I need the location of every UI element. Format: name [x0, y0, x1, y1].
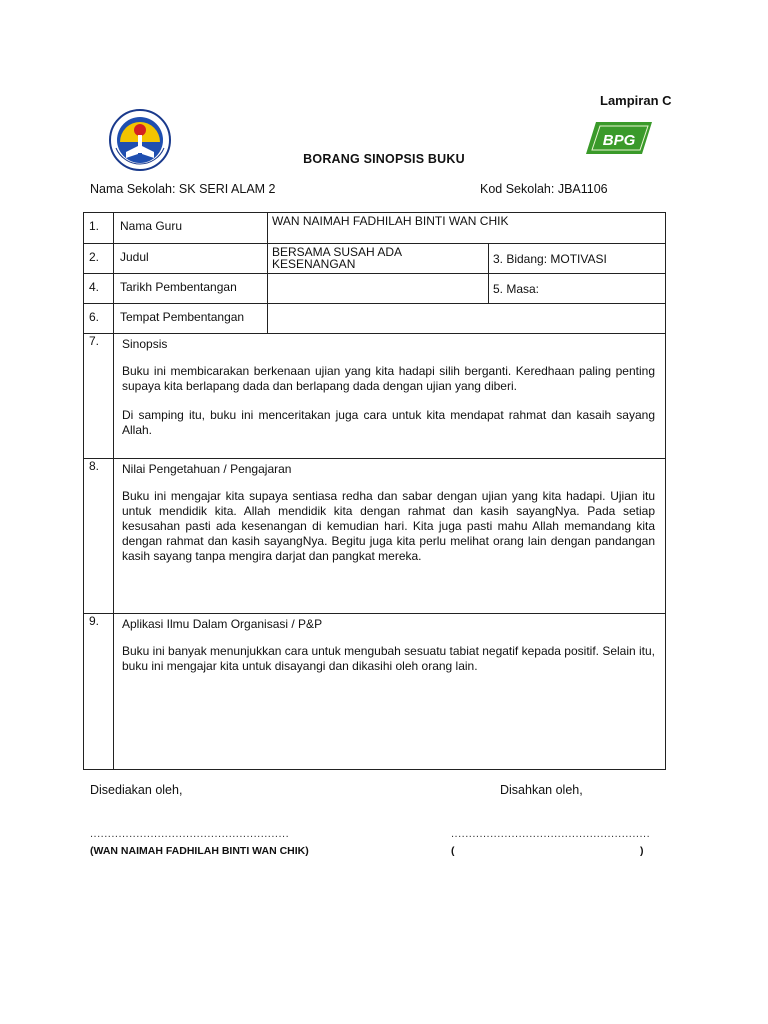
section-heading: Nilai Pengetahuan / Pengajaran: [122, 462, 292, 476]
row-nama-guru: [84, 213, 666, 244]
school-name: Nama Sekolah: SK SERI ALAM 2: [90, 182, 276, 196]
section-heading: Sinopsis: [122, 337, 168, 351]
field-label: Tempat Pembentangan: [114, 304, 268, 334]
book-title-field[interactable]: BERSAMA SUSAH ADA KESENANGAN: [268, 244, 489, 274]
form-title: BORANG SINOPSIS BUKU: [303, 152, 465, 166]
row-sinopsis: [84, 334, 666, 459]
values-paragraph: Buku ini mengajar kita supaya sentiasa redha dan sabar dengan ujian yang kita hadapi. Ujian itu untuk mendidik kita. Allah mendidik kita dengan rahmat dan kasih sayangNya. Pada setiap kesusahan pasti ada kesenangan di kemudian hari. Kita juga pasti mahu Allah memandang kita dengan rahmat dan kasih sayangNya. Begitu juga kita perlu melihat orang lain dengan pandangan kasih sayang tanpa mengira darjat dan pangkat mereka.: [122, 489, 655, 563]
row-number: 9.: [84, 614, 114, 770]
row-number: 2.: [84, 244, 114, 274]
application-paragraph: Buku ini banyak menunjukkan cara untuk mengubah sesuatu tabiat negatif kepada positif. Selain itu, buku ini mengajar kita untuk disayangi dan dikasihi oleh orang lain.: [122, 644, 656, 673]
teacher-name-field[interactable]: WAN NAIMAH FADHILAH BINTI WAN CHIK: [268, 213, 666, 244]
row-judul: [84, 244, 666, 274]
bpg-logo-text: BPG: [602, 132, 636, 149]
row-tarikh: [84, 274, 666, 304]
application-cell[interactable]: [114, 614, 666, 770]
row-number: 4.: [84, 274, 114, 304]
prepared-by-name: (WAN NAIMAH FADHILAH BINTI WAN CHIK): [90, 845, 309, 857]
row-nilai: [84, 459, 666, 614]
approved-name-open: (: [451, 845, 455, 857]
row-number: 7.: [84, 334, 114, 459]
row-tempat: [84, 304, 666, 334]
synopsis-paragraph: Di samping itu, buku ini menceritakan juga cara untuk kita mendapat rahmat dan kasaih sayang Allah.: [122, 408, 655, 437]
synopsis-paragraph: Buku ini membicarakan berkenaan ujian yang kita hadapi silih berganti. Keredhaan paling penting supaya kita berlapang dada dan berlapang dada dengan ujian yang diberi.: [122, 364, 655, 393]
bpg-logo: [586, 120, 652, 156]
approved-by-label: Disahkan oleh,: [500, 783, 583, 797]
time-field[interactable]: 5. Masa:: [489, 274, 666, 304]
prepared-by-label: Disediakan oleh,: [90, 783, 183, 797]
school-code: Kod Sekolah: JBA1106: [480, 182, 608, 196]
field-label: Tarikh Pembentangan: [114, 274, 268, 304]
signature-line-left: ........................................................: [90, 828, 290, 840]
row-number: 6.: [84, 304, 114, 334]
lampiran-label: Lampiran C: [600, 93, 672, 108]
row-number: 1.: [84, 213, 114, 244]
approved-name-close: ): [640, 845, 644, 857]
bidang-field[interactable]: 3. Bidang: MOTIVASI: [489, 244, 666, 274]
row-aplikasi: [84, 614, 666, 770]
field-label: Nama Guru: [114, 213, 268, 244]
row-number: 8.: [84, 459, 114, 614]
field-label: Judul: [114, 244, 268, 274]
venue-field[interactable]: [268, 304, 666, 334]
synopsis-form-table: [83, 212, 666, 770]
date-field[interactable]: [268, 274, 489, 304]
section-heading: Aplikasi Ilmu Dalam Organisasi / P&P: [122, 617, 323, 631]
values-cell[interactable]: [114, 459, 666, 614]
signature-line-right: ........................................................: [451, 828, 651, 840]
synopsis-cell[interactable]: [114, 334, 666, 459]
